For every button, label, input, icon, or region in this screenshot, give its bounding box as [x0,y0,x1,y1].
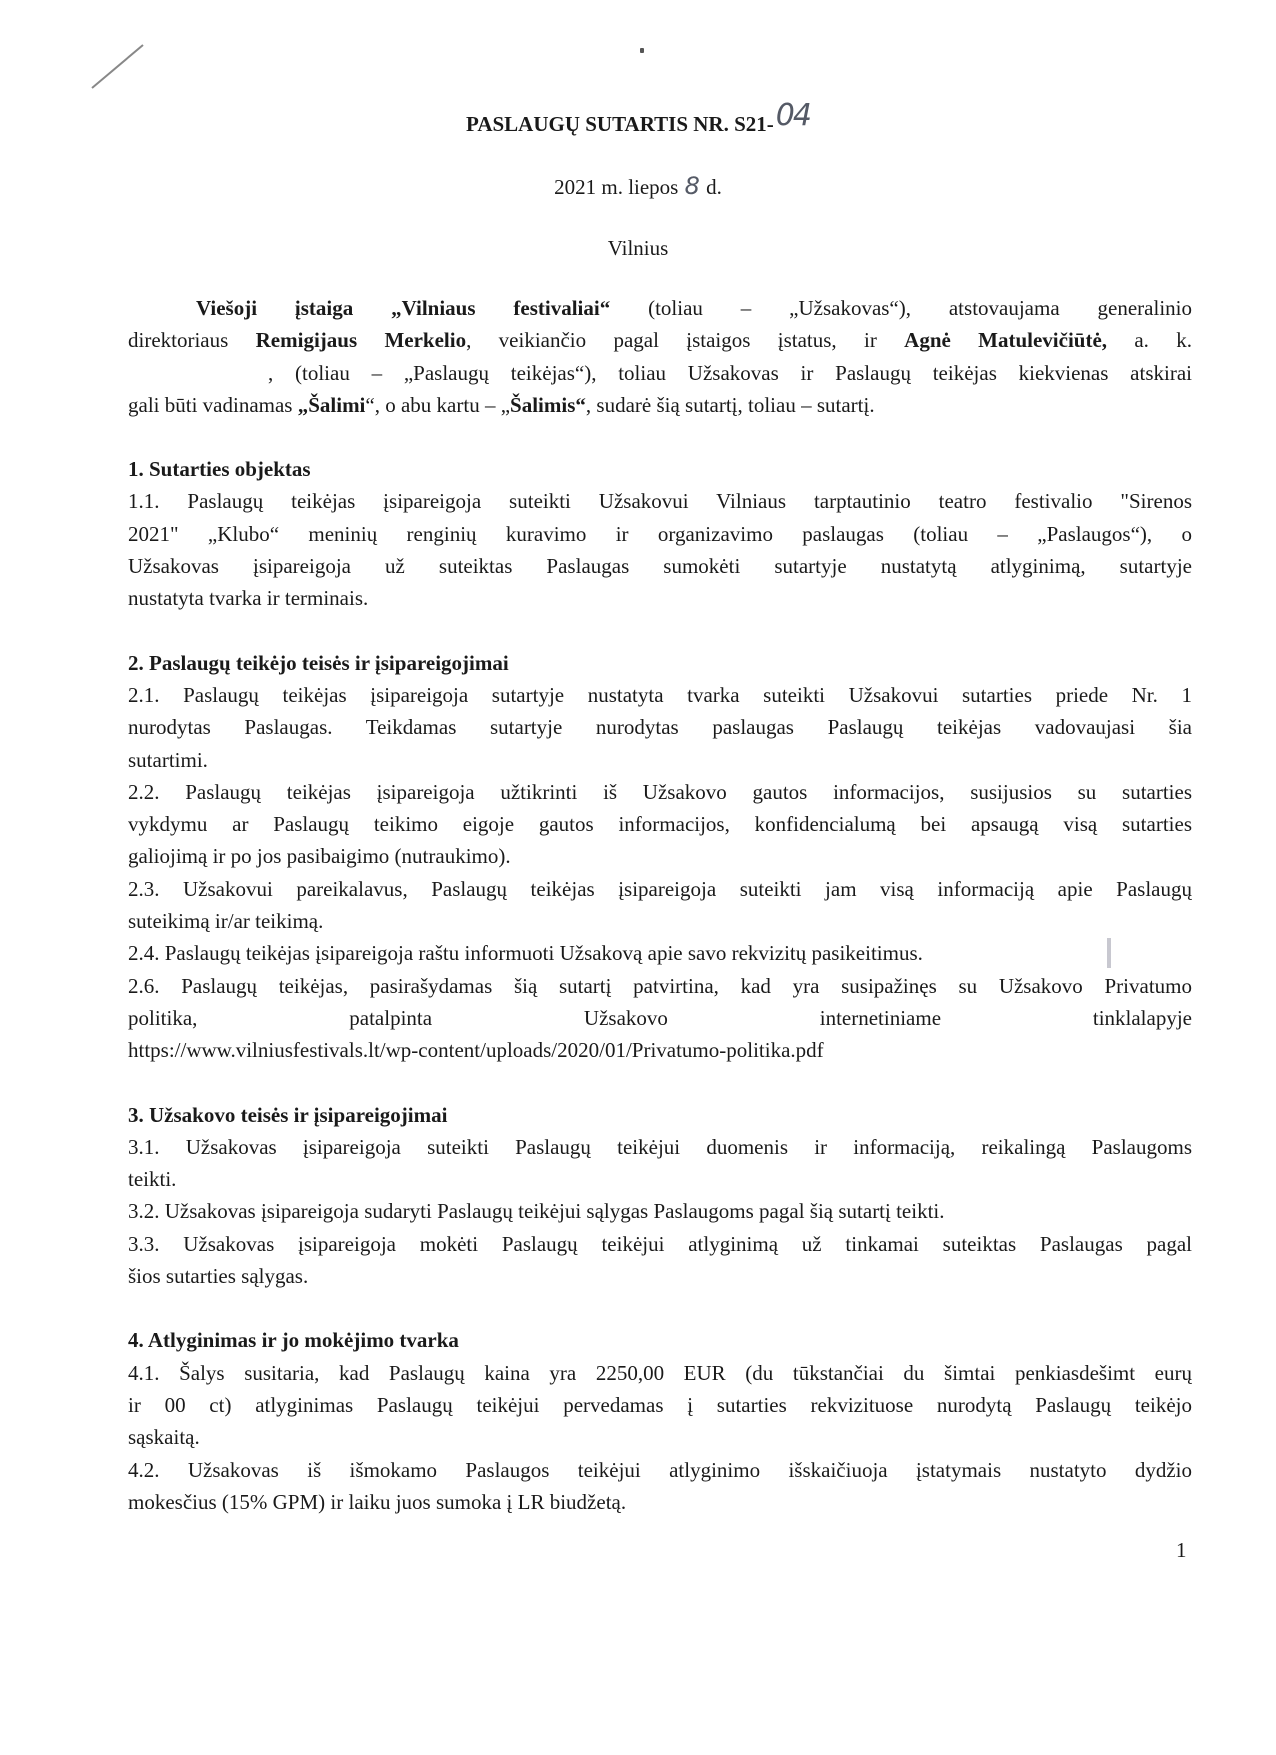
text-line [128,1195,1192,1227]
text-line [128,1421,1192,1453]
clause-paragraph [128,292,1192,421]
text-segment: 4.2. Užsakovas iš išmokamo Paslaugos teikėjui atlyginimo išskaičiuoja įstatymais nustatyto dydžio [128,1457,1192,1482]
text-line [128,1228,1192,1260]
text-line [128,357,1192,389]
text-line [128,1002,1192,1034]
contract-title [0,98,1276,139]
text-segment: mokesčius (15% GPM) ir laiku juos sumoka į LR biudžetą. [128,1489,627,1514]
text-line [128,1131,1192,1163]
text-segment: sutartimi. [128,747,208,772]
text-segment: 1.1. Paslaugų teikėjas įsipareigoja suteikti Užsakovui Vilniaus tarptautinio teatro festivalio "Sirenos [128,489,1192,514]
text-line [128,840,1192,872]
text-segment: Užsakovas įsipareigoja už suteiktas Paslaugas sumokėti sutartyje nustatytą atlyginimą, sutartyje [128,554,1192,579]
text-line [128,808,1192,840]
bold-text: „Šalimi [297,392,366,417]
section-spacer [128,421,1192,453]
text-segment: galiojimą ir po jos pasibaigimo (nutraukimo). [128,844,511,869]
bold-text: Remigijaus Merkelio [255,328,467,353]
text-segment: politika, patalpinta Užsakovo internetiniame tinklalapyje [128,1005,1192,1030]
highlight-mark [1107,938,1111,968]
text-segment: 3.2. Užsakovas įsipareigoja sudaryti Paslaugų teikėjui sąlygas Paslaugoms pagal šią sutartį teikti. [128,1199,945,1224]
date-suffix: d. [700,175,722,199]
text-line [128,679,1192,711]
clause-paragraph [128,937,1192,969]
text-line [128,776,1192,808]
clause-paragraph [128,1228,1192,1293]
text-segment: direktoriaus [128,328,256,353]
text-segment: sąskaitą. [128,1425,200,1450]
text-segment: 3.3. Užsakovas įsipareigoja mokėti Paslaugų teikėjui atlyginimą už tinkamai suteiktas Paslaugas pagal [128,1231,1192,1256]
text-segment: nustatyta tvarka ir terminais. [128,586,369,611]
text-segment: , sudarė šią sutartį, toliau – sutartį. [585,392,875,417]
contract-date [0,172,1276,200]
pen-stroke-mark [88,42,148,92]
clause-paragraph [128,1454,1192,1519]
text-segment: 2021" „Klubo“ meninių renginių kuravimo ir organizavimo paslaugas (toliau – „Paslaugos“), o [128,521,1192,546]
text-segment: vykdymu ar Paslaugų teikimo eigoje gautos informacijos, konfidencialumą bei apsaugą visą sutarties [128,812,1192,837]
text-line [128,970,1192,1002]
text-line [128,1260,1192,1292]
text-segment: ir 00 ct) atlyginimas Paslaugų teikėjui pervedamas į sutarties rekvizituose nurodytą Paslaugų teikėjo [128,1392,1192,1417]
clause-paragraph [128,485,1192,614]
date-prefix: 2021 m. liepos [554,175,684,199]
text-segment: https://www.vilniusfestivals.lt/wp-content/uploads/2020/01/Privatumo-politika.pdf [128,1038,824,1063]
text-segment: , (toliau – „Paslaugų teikėjas“), toliau Užsakovas ir Paslaugų teikėjas kiekvienas atskirai [268,360,1192,385]
section-heading: 2. Paslaugų teikėjo teisės ir įsipareigojimai [128,650,509,675]
text-segment: “, o abu kartu – „ [365,392,511,417]
text-line [128,711,1192,743]
contract-title-text: PASLAUGŲ SUTARTIS NR. S21- [466,112,774,136]
text-line [128,905,1192,937]
contract-city: Vilnius [607,236,669,260]
text-segment: 2.6. Paslaugų teikėjas, pasirašydamas šią sutartį patvirtina, kad yra susipažinęs su Užsakovo Privatumo [128,973,1192,998]
text-line [128,873,1192,905]
text-line [128,1454,1192,1486]
handwritten-day: 8 [684,172,700,200]
text-segment: gali būti vadinamas [128,392,298,417]
text-line [128,1389,1192,1421]
section-heading: 1. Sutarties objektas [128,457,311,482]
text-line [128,389,1192,421]
text-line [128,1034,1192,1066]
clause-paragraph [128,1131,1192,1196]
bold-text: Šalimis“ [510,392,586,417]
text-segment: a. k. [1107,328,1192,353]
text-line [128,292,1192,324]
text-line [128,518,1192,550]
text-segment: suteikimą ir/ar teikimą. [128,909,324,934]
text-line [128,1163,1192,1195]
section-spacer [128,1067,1192,1099]
text-line [128,1357,1192,1389]
text-line [128,550,1192,582]
clause-paragraph [128,970,1192,1067]
section-heading: 3. Užsakovo teisės ir įsipareigojimai [128,1102,448,1127]
text-segment: nurodytas Paslaugas. Teikdamas sutartyje nurodytas paslaugas Paslaugų teikėjas vadovaujasi šia [128,715,1192,740]
text-segment: 3.1. Užsakovas įsipareigoja suteikti Paslaugų teikėjui duomenis ir informaciją, reikalingą Paslaugoms [128,1134,1192,1159]
section-spacer [128,1292,1192,1324]
clause-paragraph [128,776,1192,873]
text-segment: 2.4. Paslaugų teikėjas įsipareigoja raštu informuoti Užsakovą apie savo rekvizitų pasikeitimus. [128,941,923,966]
bold-text: Agnė Matulevičiūtė, [904,328,1108,353]
text-segment: šios sutarties sąlygas. [128,1264,309,1289]
text-segment: 2.1. Paslaugų teikėjas įsipareigoja sutartyje nustatyta tvarka suteikti Užsakovui sutarties priede Nr. 1 [128,682,1192,707]
section-heading: 4. Atlyginimas ir jo mokėjimo tvarka [128,1328,459,1353]
text-segment: , veikiančio pagal įstaigos įstatus, ir [466,328,905,353]
text-line [128,937,1192,969]
text-segment: teikti. [128,1167,177,1192]
section-spacer [128,615,1192,647]
text-line [128,485,1192,517]
text-line [128,324,1192,356]
handwritten-contract-number: 04 [775,98,810,133]
clause-paragraph [128,1195,1192,1227]
clause-paragraph [128,1357,1192,1454]
clause-paragraph [128,679,1192,776]
scan-speck [640,48,644,53]
text-line [128,582,1192,614]
text-segment: 2.3. Užsakovui pareikalavus, Paslaugų teikėjas įsipareigoja suteikti jam visą informaciją apie Paslaugų [128,876,1192,901]
clause-paragraph [128,873,1192,938]
text-segment: 2.2. Paslaugų teikėjas įsipareigoja užtikrinti iš Užsakovo gautos informacijos, susijusios su sutarties [128,779,1192,804]
text-segment: (toliau – „Užsakovas“), atstovaujama generalinio [610,296,1192,320]
text-segment: 4.1. Šalys susitaria, kad Paslaugų kaina yra 2250,00 EUR (du tūkstančiai du šimtai penkiasdešimt eurų [128,1360,1192,1385]
text-line [128,744,1192,776]
contract-body [128,292,1192,1518]
text-line [128,1486,1192,1518]
page-number: 1 [1176,1538,1187,1562]
bold-text: Viešoji įstaiga „Vilniaus festivaliai“ [196,296,611,320]
